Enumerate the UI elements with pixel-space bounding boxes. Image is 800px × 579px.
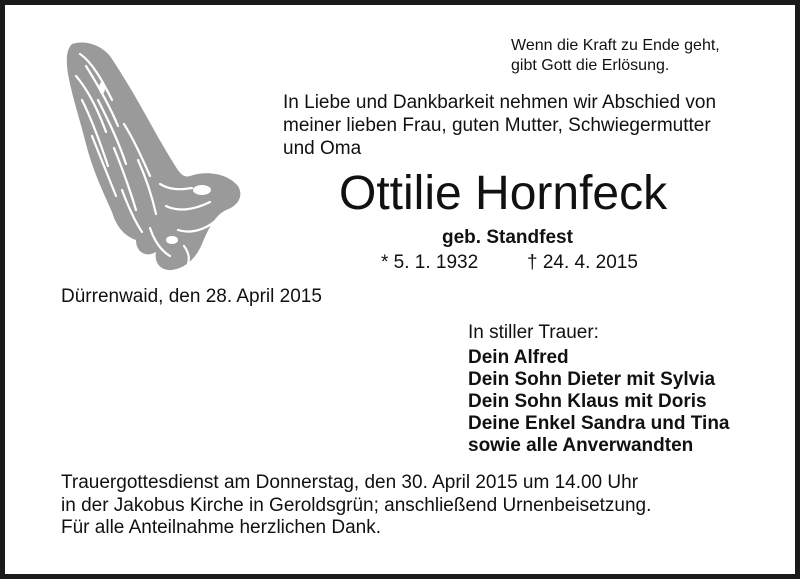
- motto-verse: [511, 36, 720, 76]
- motto-line: gibt Gott die Erlösung.: [511, 57, 670, 74]
- birth-date: * 5. 1. 1932: [381, 252, 479, 273]
- mourner-name: Deine Enkel Sandra und Tina: [468, 413, 730, 434]
- thanks-note: Für alle Anteilnahme herzlichen Dank.: [61, 517, 382, 538]
- service-line: Trauergottesdienst am Donnerstag, den 30. April 2015 um 14.00 Uhr: [61, 472, 639, 493]
- deceased-name: Ottilie Hornfeck: [339, 167, 668, 220]
- mourner-name: Dein Sohn Dieter mit Sylvia: [468, 369, 716, 390]
- praying-hands-icon: [62, 40, 244, 272]
- funeral-service-info: [61, 471, 651, 517]
- mourner-name: Dein Sohn Klaus mit Doris: [468, 391, 707, 412]
- death-date: † 24. 4. 2015: [527, 252, 638, 273]
- mourner-name: Dein Alfred: [468, 347, 569, 368]
- mourners-list: [468, 347, 730, 457]
- mourner-name: sowie alle Anverwandten: [468, 435, 694, 456]
- intro-line: In Liebe und Dankbarkeit nehmen wir Abschied von: [283, 92, 717, 113]
- intro-line: und Oma: [283, 138, 362, 159]
- intro-line: meiner lieben Frau, guten Mutter, Schwiegermutter: [283, 115, 711, 136]
- service-line: in der Jakobus Kirche in Geroldsgrün; anschließend Urnenbeisetzung.: [61, 495, 652, 516]
- motto-line: Wenn die Kraft zu Ende geht,: [511, 37, 720, 54]
- intro-text: [283, 91, 783, 160]
- maiden-name: geb. Standfest: [442, 227, 573, 248]
- place-date: Dürrenwaid, den 28. April 2015: [61, 286, 322, 307]
- mourning-heading: In stiller Trauer:: [468, 322, 599, 343]
